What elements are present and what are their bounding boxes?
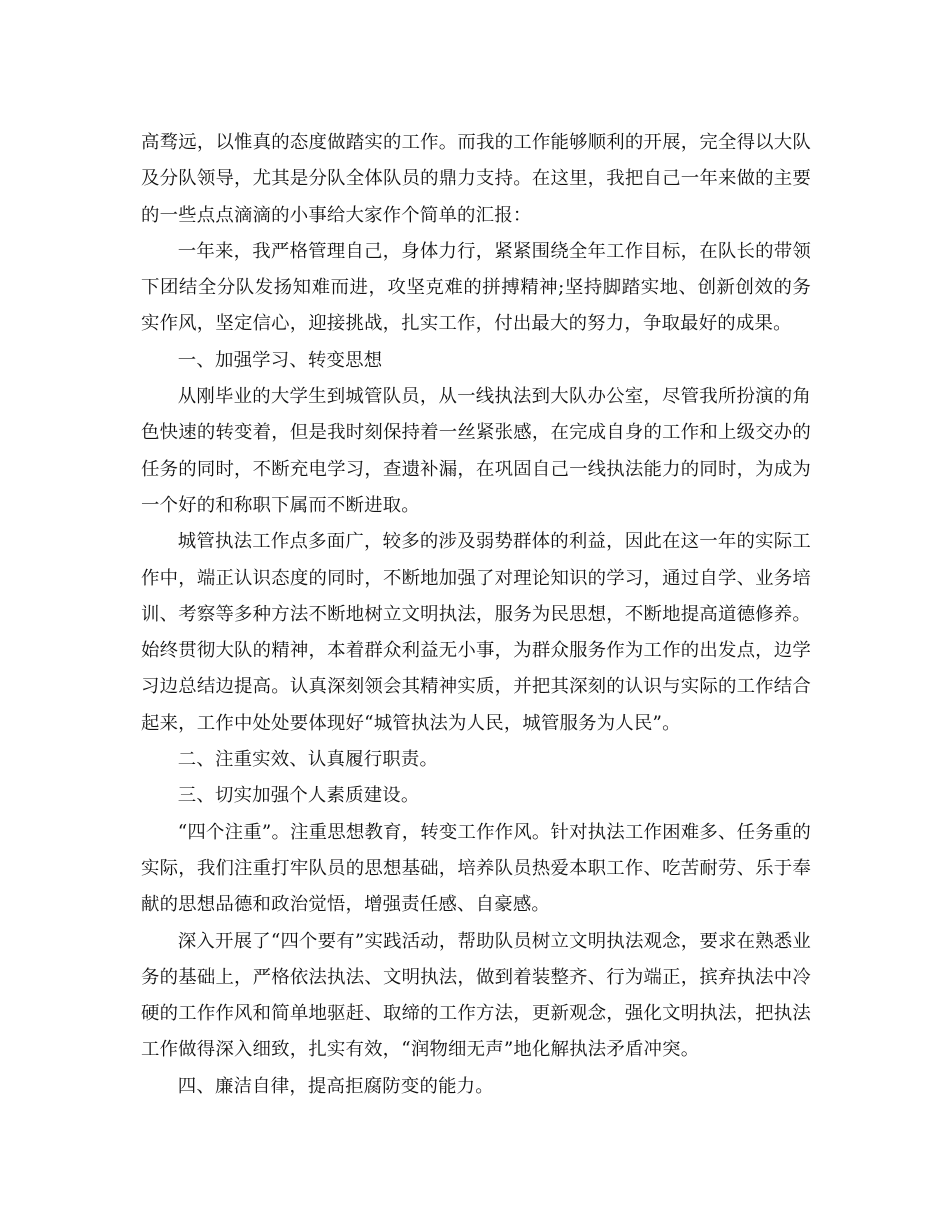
paragraph-continued: 高骛远，以惟真的态度做踏实的工作。而我的工作能够顺利的开展，完全得以大队及分队领导，尤其是分队全体队员的鼎力支持。在这里，我把自己一年来做的主要的一些点点滴滴的小事给大家作个简单的汇报： — [141, 132, 811, 226]
paragraph-four-focus: “四个注重”。注重思想教育，转变工作作风。针对执法工作困难多、任务重的实际，我们注重打牢队员的思想基础，培养队员热爱本职工作、吃苦耐劳、乐于奉献的思想品德和政治觉悟，增强责任感、自豪感。 — [141, 821, 811, 916]
paragraph-intro: 一年来，我严格管理自己，身体力行，紧紧围绕全年工作目标，在队长的带领下团结全分队发扬知难而进，攻坚克难的拼搏精神;坚持脚踏实地、创新创效的务实作风，坚定信心，迎接挑战，扎实工作，付出最大的努力，争取最好的成果。 — [141, 240, 811, 335]
section-heading-4: 四、廉洁自律，提高拒腐防变的能力。 — [177, 1075, 494, 1097]
document-body — [141, 125, 811, 1105]
paragraph-four-musts: 深入开展了“四个要有”实践活动，帮助队员树立文明执法观念，要求在熟悉业务的基础上，严格依法执法、文明执法，做到着装整齐、行为端正，摈弃执法中冷硬的工作作风和简单地驱赶、取缔的工作方法，更新观念，强化文明执法，把执法工作做得深入细致，扎实有效，“润物细无声”地化解执法矛盾冲突。 — [141, 930, 811, 1061]
section-heading-2: 二、注重实效、认真履行职责。 — [177, 749, 439, 771]
paragraph-law-enforcement: 城管执法工作点多面广，较多的涉及弱势群体的利益，因此在这一年的实际工作中，端正认识态度的同时，不断地加强了对理论知识的学习，通过自学、业务培训、考察等多种方法不断地树立文明执法，服务为民思想，不断地提高道德修养。始终贯彻大队的精神，本着群众利益无小事，为群众服务作为工作的出发点，边学习边总结边提高。认真深刻领会其精神实质，并把其深刻的认识与实际的工作结合起来，工作中处处要体现好“城管执法为人民，城管服务为人民”。 — [141, 531, 811, 734]
section-heading-1: 一、加强学习、转变思想 — [177, 349, 383, 371]
section-heading-3: 三、切实加强个人素质建设。 — [177, 785, 420, 807]
paragraph-learning: 从刚毕业的大学生到城管队员，从一线执法到大队办公室，尽管我所扮演的角色快速的转变着，但是我时刻保持着一丝紧张感，在完成自身的工作和上级交办的任务的同时，不断充电学习，查遗补漏，在巩固自己一线执法能力的同时，为成为一个好的和称职下属而不断进取。 — [141, 386, 811, 516]
